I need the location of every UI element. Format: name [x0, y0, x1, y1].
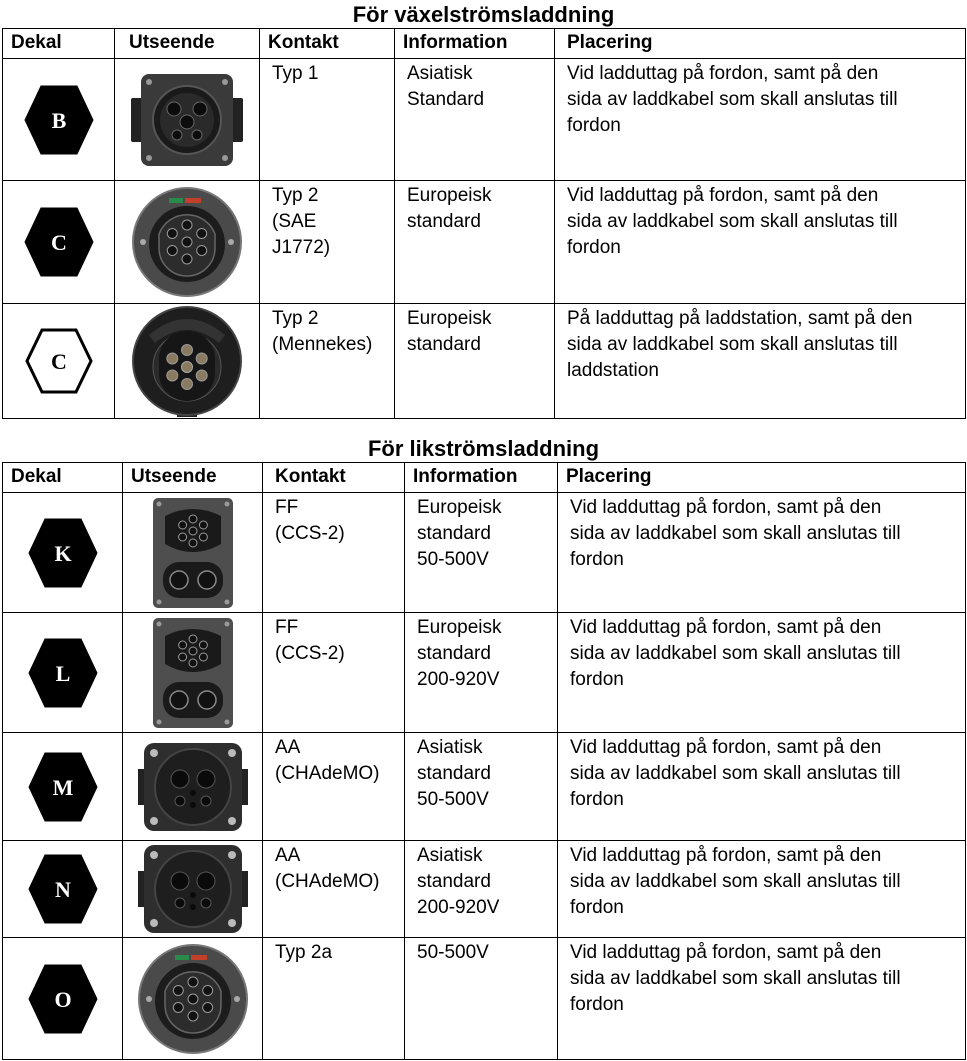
placement-line: sida av laddkabel som skall anslutas till [570, 968, 901, 989]
svg-text:C: C [50, 349, 67, 374]
connector-name-cell [260, 59, 395, 181]
placement-line: Vid ladduttag på fordon, samt på den [567, 63, 879, 84]
information-line: Europeisk [407, 185, 492, 206]
information-line: standard [417, 871, 491, 892]
placement-line: sida av laddkabel som skall anslutas till [570, 763, 901, 784]
type2-round-socket-icon [115, 186, 259, 298]
type2-round-socket-icon [123, 943, 262, 1055]
table-row [3, 304, 966, 419]
information-line: 200-920V [417, 669, 500, 690]
decal-cell [3, 938, 123, 1060]
placement-cell [558, 613, 966, 733]
placement-line: fordon [570, 897, 624, 918]
table-row [3, 613, 966, 733]
header-placering: Placering [558, 463, 966, 493]
placement-line: Vid ladduttag på fordon, samt på den [567, 185, 879, 206]
connector-name-line: (CHAdeMO) [275, 763, 380, 784]
table-header-row [3, 29, 966, 59]
information-line: standard [417, 643, 491, 664]
information-cell [405, 841, 558, 938]
connector-name-cell [260, 181, 395, 304]
placement-cell [558, 493, 966, 613]
svg-text:N: N [54, 877, 71, 902]
ccs2-socket-icon [123, 616, 262, 730]
header-information: Information [395, 29, 555, 59]
placement-cell [558, 733, 966, 841]
hexagon-decal-icon [3, 751, 122, 823]
ac-table-body [3, 59, 966, 419]
decal-cell [3, 613, 123, 733]
information-line: Europeisk [417, 497, 502, 518]
dc-section-title: För likströmsladdning [367, 436, 600, 461]
connector-name-line: (CHAdeMO) [275, 871, 380, 892]
dc-table-body [3, 493, 966, 1060]
information-line: 50-500V [417, 942, 489, 963]
placement-line: fordon [567, 237, 621, 258]
information-cell [405, 613, 558, 733]
placement-cell [555, 59, 966, 181]
decal-cell [3, 493, 123, 613]
table-row [3, 493, 966, 613]
information-line: Standard [407, 89, 485, 110]
connector-name-cell [263, 613, 405, 733]
hexagon-decal-icon [3, 853, 122, 925]
placement-line: Vid ladduttag på fordon, samt på den [570, 942, 882, 963]
placement-line: sida av laddkabel som skall anslutas till [567, 89, 898, 110]
placement-line: sida av laddkabel som skall anslutas till [570, 523, 901, 544]
connector-name-cell [263, 733, 405, 841]
information-line: 200-920V [417, 897, 500, 918]
header-placering: Placering [555, 29, 966, 59]
placement-line: laddstation [567, 360, 659, 381]
table-row [3, 59, 966, 181]
chademo-socket-icon [123, 841, 262, 937]
connector-name-line: Typ 2a [275, 942, 333, 963]
placement-line: sida av laddkabel som skall anslutas till [570, 871, 901, 892]
placement-line: fordon [570, 994, 624, 1015]
information-cell [395, 181, 555, 304]
hexagon-decal-icon [3, 84, 114, 156]
placement-line: På ladduttag på laddstation, samt på den [567, 308, 913, 329]
svg-text:K: K [53, 540, 72, 566]
appearance-cell [123, 841, 263, 938]
connector-name-cell [263, 493, 405, 613]
placement-line: sida av laddkabel som skall anslutas till [570, 643, 901, 664]
information-cell [405, 493, 558, 613]
header-kontakt: Kontakt [260, 29, 395, 59]
placement-cell [555, 181, 966, 304]
information-line: standard [417, 523, 491, 544]
svg-text:C: C [50, 230, 67, 255]
table-row [3, 181, 966, 304]
svg-text:L: L [55, 660, 70, 686]
appearance-cell [123, 493, 263, 613]
type1-socket-icon [115, 68, 259, 172]
connector-name-line: (CCS-2) [275, 643, 345, 664]
hexagon-decal-icon [3, 637, 122, 709]
connector-name-line: Typ 2 [272, 185, 319, 206]
table-row [3, 938, 966, 1060]
decal-cell [3, 59, 115, 181]
decal-cell [3, 841, 123, 938]
information-cell [405, 733, 558, 841]
connector-name-line: J1772) [272, 237, 331, 258]
information-cell [395, 59, 555, 181]
hexagon-decal-icon [3, 325, 114, 397]
svg-text:M: M [52, 774, 73, 800]
placement-line: sida av laddkabel som skall anslutas till [567, 334, 898, 355]
connector-name-line: Typ 1 [272, 63, 319, 84]
information-line: standard [407, 211, 481, 232]
information-cell [405, 938, 558, 1060]
connector-name-line: FF [275, 497, 299, 518]
appearance-cell [123, 613, 263, 733]
information-line: Europeisk [407, 308, 492, 329]
decal-cell [3, 733, 123, 841]
appearance-cell [115, 59, 260, 181]
appearance-cell [123, 938, 263, 1060]
svg-text:B: B [51, 107, 66, 133]
placement-cell [558, 938, 966, 1060]
placement-line: fordon [570, 789, 624, 810]
connector-name-line: AA [275, 845, 301, 866]
placement-line: Vid ladduttag på fordon, samt på den [570, 845, 882, 866]
information-line: Europeisk [417, 617, 502, 638]
connector-name-line: AA [275, 737, 301, 758]
decal-cell [3, 181, 115, 304]
table-header-row [3, 463, 966, 493]
header-utseende: Utseende [115, 29, 260, 59]
information-line: standard [407, 334, 481, 355]
placement-line: fordon [567, 115, 621, 136]
connector-name-line: Typ 2 [272, 308, 319, 329]
placement-line: fordon [570, 669, 624, 690]
information-line: 50-500V [417, 789, 489, 810]
placement-line: fordon [570, 549, 624, 570]
decal-cell [3, 304, 115, 419]
placement-line: sida av laddkabel som skall anslutas till [567, 211, 898, 232]
hexagon-decal-icon [3, 517, 122, 589]
appearance-cell [115, 304, 260, 419]
header-dekal: Dekal [3, 463, 123, 493]
chademo-socket-icon [123, 739, 262, 835]
hexagon-decal-icon [3, 206, 114, 278]
hexagon-decal-icon [3, 963, 122, 1035]
information-line: Asiatisk [417, 737, 483, 758]
connector-name-cell [260, 304, 395, 419]
connector-name-line: (CCS-2) [275, 523, 345, 544]
table-row [3, 733, 966, 841]
table-row [3, 841, 966, 938]
connector-name-cell [263, 841, 405, 938]
header-dekal: Dekal [3, 29, 115, 59]
information-line: Asiatisk [407, 63, 473, 84]
connector-name-cell [263, 938, 405, 1060]
appearance-cell [123, 733, 263, 841]
placement-line: Vid ladduttag på fordon, samt på den [570, 737, 882, 758]
header-utseende: Utseende [123, 463, 263, 493]
information-line: standard [417, 763, 491, 784]
appearance-cell [115, 181, 260, 304]
ac-section-title: För växelströmsladdning [352, 2, 615, 27]
information-line: Asiatisk [417, 845, 483, 866]
connector-name-line: FF [275, 617, 299, 638]
ac-charging-table [2, 28, 966, 419]
connector-name-line: (Mennekes) [272, 334, 373, 355]
information-line: 50-500V [417, 549, 489, 570]
header-kontakt: Kontakt [263, 463, 405, 493]
information-cell [395, 304, 555, 419]
placement-line: Vid ladduttag på fordon, samt på den [570, 497, 882, 518]
placement-line: Vid ladduttag på fordon, samt på den [570, 617, 882, 638]
placement-cell [558, 841, 966, 938]
svg-text:O: O [53, 986, 72, 1012]
type2-mennekes-socket-icon [115, 305, 259, 417]
placement-cell [555, 304, 966, 419]
connector-name-line: (SAE [272, 211, 317, 232]
header-information: Information [405, 463, 558, 493]
dc-charging-table [2, 462, 966, 1060]
ccs2-socket-icon [123, 496, 262, 610]
